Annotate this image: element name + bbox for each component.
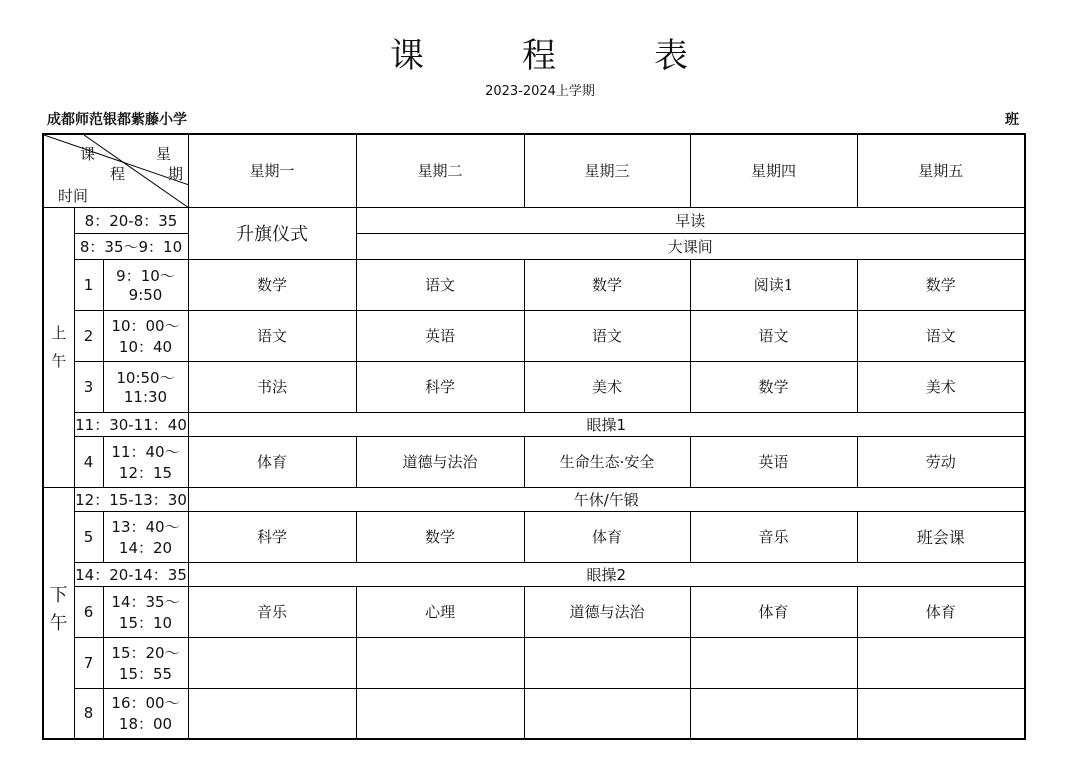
period-number: 6	[74, 586, 103, 637]
period-number: 5	[74, 511, 103, 562]
period-time: 13：40～14：20	[103, 511, 188, 562]
class-cell: 数学	[690, 361, 857, 412]
class-cell: 语文	[857, 310, 1025, 361]
time-cell: 8：20-8：35	[74, 207, 188, 233]
class-cell: 心理	[356, 586, 524, 637]
period-time: 14：35～15：10	[103, 586, 188, 637]
class-cell: 体育	[524, 511, 690, 562]
period-time: 16：00～18：00	[103, 688, 188, 739]
morning-label: 上 午	[43, 207, 74, 487]
class-cell: 数学	[524, 259, 690, 310]
class-cell: 语文	[356, 259, 524, 310]
class-cell: 生命生态·安全	[524, 436, 690, 487]
class-cell: 英语	[356, 310, 524, 361]
term-label: 2023-2024上学期	[485, 84, 595, 99]
big-break: 大课间	[356, 233, 1025, 259]
period-time: 10：00～10：40	[103, 310, 188, 361]
class-cell	[188, 637, 356, 688]
class-cell: 英语	[690, 436, 857, 487]
class-cell: 语文	[524, 310, 690, 361]
school-name: 成都师范银都紫藤小学	[47, 112, 187, 128]
title-char: 程	[522, 36, 558, 76]
class-cell	[356, 637, 524, 688]
class-cell: 数学	[857, 259, 1025, 310]
day-header: 星期二	[356, 134, 524, 207]
class-cell	[857, 688, 1025, 739]
class-cell: 阅读1	[690, 259, 857, 310]
morning-reading: 早读	[356, 207, 1025, 233]
period-number: 4	[74, 436, 103, 487]
class-cell: 美术	[857, 361, 1025, 412]
class-cell: 语文	[690, 310, 857, 361]
eye-exercise-1: 眼操1	[188, 412, 1025, 436]
period-time: 11：40～12：15	[103, 436, 188, 487]
flag-ceremony: 升旗仪式	[188, 207, 356, 259]
period-time: 15：20～15：55	[103, 637, 188, 688]
title-char: 表	[654, 36, 690, 76]
day-header: 星期五	[857, 134, 1025, 207]
class-cell: 音乐	[690, 511, 857, 562]
class-cell	[690, 688, 857, 739]
class-cell	[690, 637, 857, 688]
time-cell: 12：15-13：30	[74, 487, 188, 511]
eye-exercise-2: 眼操2	[188, 562, 1025, 586]
corner-cheng: 程	[110, 165, 126, 183]
period-number: 8	[74, 688, 103, 739]
period-number: 7	[74, 637, 103, 688]
period-time: 10:50～11:30	[103, 361, 188, 412]
corner-xing: 星	[156, 145, 172, 163]
period-number: 3	[74, 361, 103, 412]
afternoon-label: 下 午	[44, 582, 73, 638]
day-header: 星期三	[524, 134, 690, 207]
class-cell: 科学	[356, 361, 524, 412]
class-cell: 书法	[188, 361, 356, 412]
class-cell: 语文	[188, 310, 356, 361]
schedule-table	[42, 133, 1026, 740]
class-cell: 班会课	[857, 511, 1025, 562]
class-cell: 道德与法治	[356, 436, 524, 487]
class-label: 班	[1005, 112, 1019, 128]
class-cell	[356, 688, 524, 739]
class-cell: 音乐	[188, 586, 356, 637]
class-cell: 体育	[690, 586, 857, 637]
class-cell: 科学	[188, 511, 356, 562]
corner-shijian: 时间	[58, 187, 89, 205]
period-number: 2	[74, 310, 103, 361]
class-cell: 数学	[188, 259, 356, 310]
time-cell: 14：20-14：35	[74, 562, 188, 586]
corner-ke: 课	[80, 145, 96, 163]
class-cell	[524, 688, 690, 739]
period-time: 9：10～9:50	[103, 259, 188, 310]
class-cell: 道德与法治	[524, 586, 690, 637]
class-cell	[524, 637, 690, 688]
time-cell: 11：30-11：40	[74, 412, 188, 436]
class-cell	[857, 637, 1025, 688]
time-cell: 8：35～9：10	[74, 233, 188, 259]
class-cell: 美术	[524, 361, 690, 412]
class-cell: 体育	[188, 436, 356, 487]
page-title	[0, 28, 1080, 77]
corner-qi: 期	[168, 165, 184, 183]
noon-break: 午休/午锻	[188, 487, 1025, 511]
day-header: 星期一	[188, 134, 356, 207]
class-cell: 体育	[857, 586, 1025, 637]
title-char: 课	[390, 36, 426, 76]
period-number: 1	[74, 259, 103, 310]
class-cell: 数学	[356, 511, 524, 562]
day-header: 星期四	[690, 134, 857, 207]
class-cell	[188, 688, 356, 739]
class-cell: 劳动	[857, 436, 1025, 487]
corner-header	[43, 134, 188, 207]
